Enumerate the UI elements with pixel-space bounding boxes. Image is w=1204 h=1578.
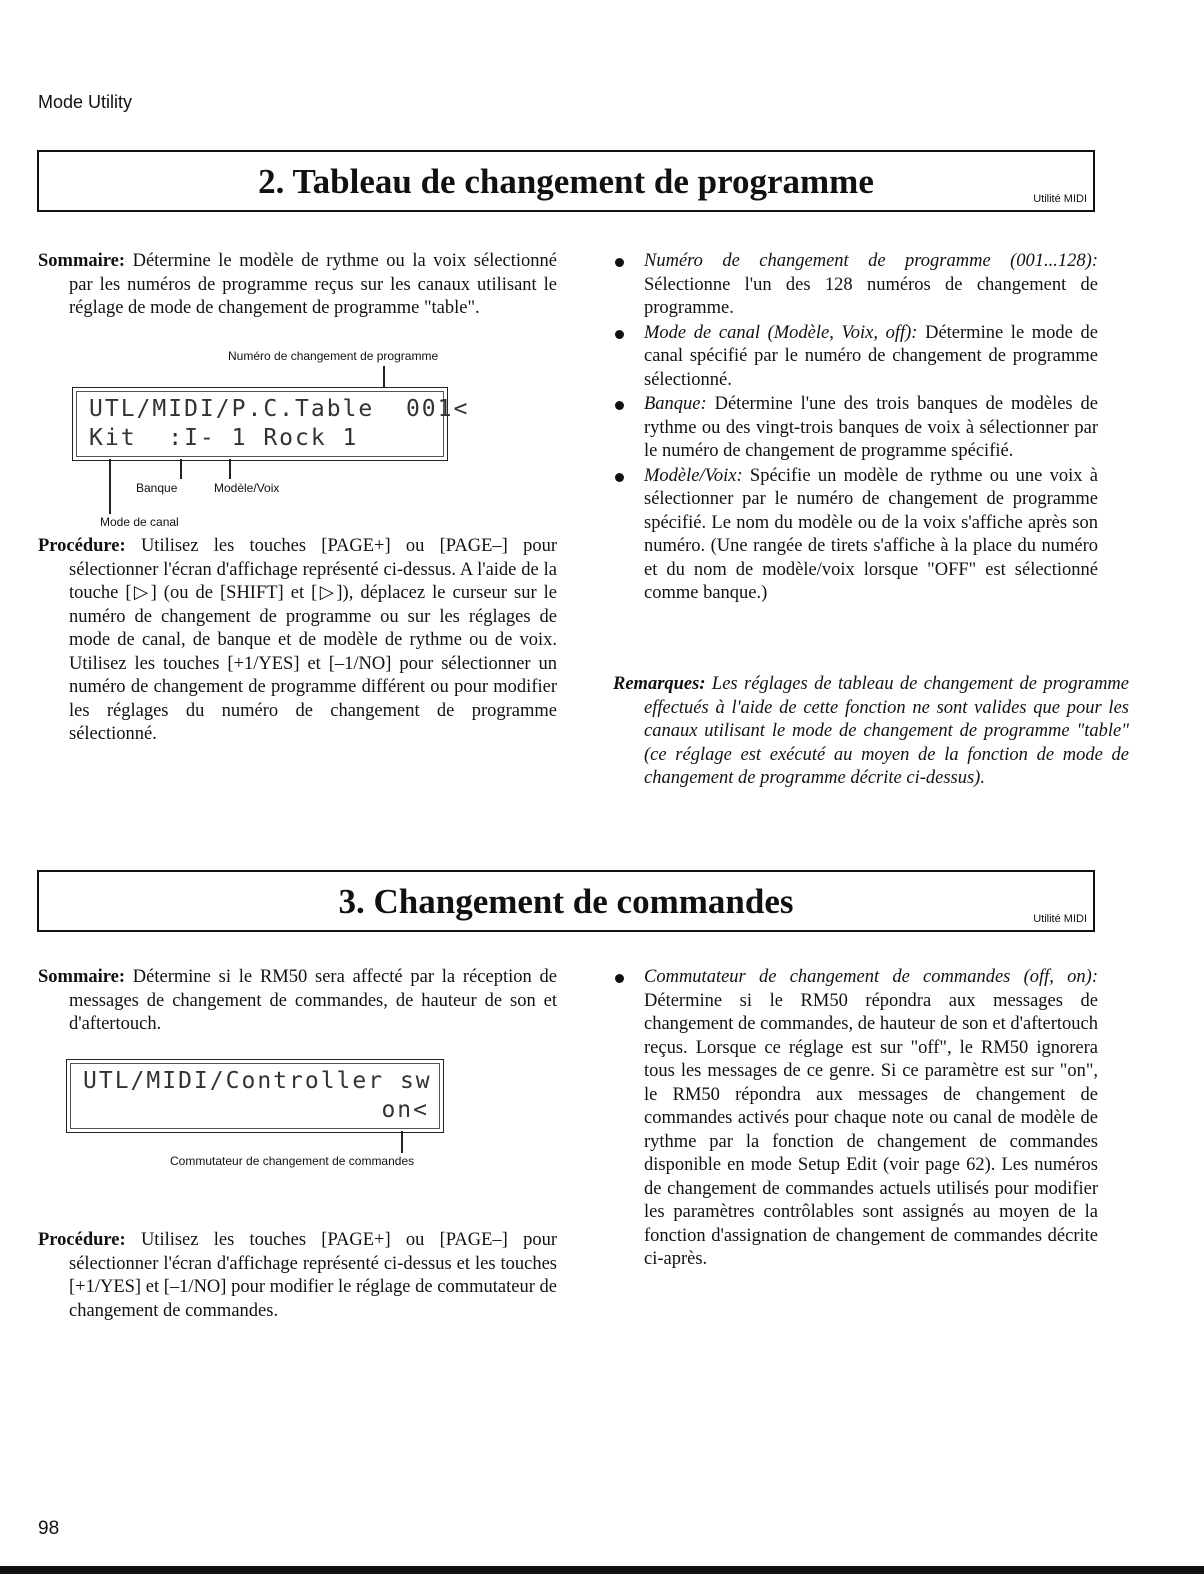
section-2-title-box [37, 150, 1095, 212]
section-2-procedure [38, 535, 557, 747]
section-2-summary [38, 250, 557, 321]
section-3-procedure [38, 1229, 557, 1323]
lcd-line-1: UTL/MIDI/P.C.Table 001< [89, 396, 470, 422]
section-2-remarks [613, 673, 1129, 791]
bullet-label: Modèle/Voix: [644, 465, 743, 486]
callout-line-controller-switch [401, 1131, 403, 1153]
bullet-item [613, 465, 1098, 606]
procedure-lead: Procédure: [38, 1230, 126, 1250]
section-2-bullets [613, 250, 1098, 607]
callout-controller-switch: Commutateur de changement de commandes [170, 1154, 415, 1168]
callout-line-channel-mode [109, 459, 111, 514]
bullet-icon [615, 401, 624, 410]
remarks-lead: Remarques: [613, 674, 706, 694]
procedure-text: Utilisez les touches [PAGE+] ou [PAGE–] pour sélectionner l'écran d'affichage représenté ci-dessus et les touches [+1/YES] et [–1/NO] pour modifier le réglage de commutateur de changement de commandes. [69, 1230, 557, 1321]
callout-line-pattern-voice [229, 459, 231, 479]
bullet-label: Mode de canal (Modèle, Voix, off): [644, 322, 918, 343]
section-3-bullets [613, 966, 1098, 1273]
bullet-text: Détermine l'une des trois banques de modèles de rythme ou des vingt-trois banques de voix à sélectionner par le numéro de changement de programme spécifié. [644, 394, 1098, 461]
bullet-text: Sélectionne l'un des 128 numéros de changement de programme. [644, 274, 1098, 318]
lcd-line-1: UTL/MIDI/Controller sw [83, 1068, 432, 1094]
callout-channel-mode: Mode de canal [100, 515, 179, 529]
bullet-icon [615, 473, 624, 482]
bullet-text: Détermine le mode de canal spécifié par le numéro de changement de programme sélectionné. [644, 322, 1098, 390]
lcd-line-2: Kit :I- 1 Rock 1 [89, 425, 359, 451]
bottom-rule [0, 1566, 1204, 1574]
summary-text: Détermine si le RM50 sera affecté par la réception de messages de changement de commandes, de hauteur de son et d'aftertouch. [69, 967, 557, 1034]
callout-program-number: Numéro de changement de programme [228, 349, 439, 363]
bullet-item [613, 393, 1098, 464]
section-3-summary [38, 966, 557, 1037]
summary-text: Détermine le modèle de rythme ou la voix sélectionné par les numéros de programme reçus sur les canaux utilisant le réglage de mode de changement de programme "table". [69, 251, 557, 318]
bullet-text: Détermine si le RM50 répondra aux messages de changement de commandes, de hauteur de son et d'aftertouch reçus. Lorsque ce réglage est sur "off", le RM50 ignorera tous les messages de ce genre. Si ce paramètre est sur "on", le RM50 répondra aux messages de changement de commandes activés pour chaque note ou canal de modèle de rythme par la fonction de changement de commandes disponible en mode Setup Edit (voir page 62). Les numéros de changement de commandes actuels utilisés pour modifier les paramètres contrôlables sont assignés au moyen de la fonction d'assignation de changement de commandes décrite ci-après. [644, 990, 1098, 1269]
summary-lead: Sommaire: [38, 967, 125, 987]
bullet-item [613, 322, 1098, 393]
bullet-item [613, 250, 1098, 321]
bullet-icon [615, 974, 624, 983]
bullet-icon [615, 330, 624, 339]
section-3-tag: Utilité MIDI [1033, 913, 1087, 925]
bullet-label: Banque: [644, 394, 707, 414]
remarks-text: Les réglages de tableau de changement de programme effectués à l'aide de cette fonction ne sont valides que pour les canaux utilisant le mode de changement de programme "table" (ce réglage est exécuté au moyen de la fonction de mode de changement de programme décrite ci-dessus). [644, 674, 1130, 788]
bullet-label: Numéro de changement de programme (001...128): [644, 251, 1098, 271]
callout-bank: Banque [136, 481, 178, 495]
bullet-label: Commutateur de changement de commandes (off, on): [644, 967, 1098, 987]
page-number: 98 [38, 1518, 60, 1539]
lcd-display-pc-table [72, 387, 470, 461]
summary-lead: Sommaire: [38, 251, 125, 271]
procedure-lead: Procédure: [38, 536, 126, 556]
section-2-tag: Utilité MIDI [1033, 193, 1087, 205]
procedure-text: Utilisez les touches [PAGE+] ou [PAGE–] pour sélectionner l'écran d'affichage représenté ci-dessus. A l'aide de la touche [▷] (ou de [SHIFT] et [▷]), déplacez le curseur sur le numéro de changement de programme ou sur les réglages de mode de canal, de banque et de modèle de rythme ou de voix. Utilisez les touches [+1/YES] et [–1/NO] pour sélectionner un numéro de changement de programme différent ou pour modifier les réglages du numéro de changement de programme sélectionné. [69, 536, 557, 744]
bullet-text: Spécifie un modèle de rythme ou une voix à sélectionner par le numéro de changement de programme spécifié. Le nom du modèle ou de la voix s'affiche après son numéro. (Une rangée de tirets s'affiche à la place du numéro et du nom de modèle/voix lorsque "OFF" est sélectionné comme banque.) [644, 465, 1098, 603]
bullet-icon [615, 258, 624, 267]
lcd-line-2: on< [381, 1097, 429, 1123]
running-head: Mode Utility [38, 92, 133, 112]
lcd-display-controller [66, 1059, 444, 1133]
section-3-title: 3. Changement de commandes [338, 882, 794, 921]
section-2-title: 2. Tableau de changement de programme [258, 162, 874, 201]
bullet-item [613, 966, 1098, 1272]
callout-line-bank [180, 459, 182, 479]
callout-pattern-voice: Modèle/Voix [214, 481, 280, 495]
section-3-title-box [37, 870, 1095, 932]
